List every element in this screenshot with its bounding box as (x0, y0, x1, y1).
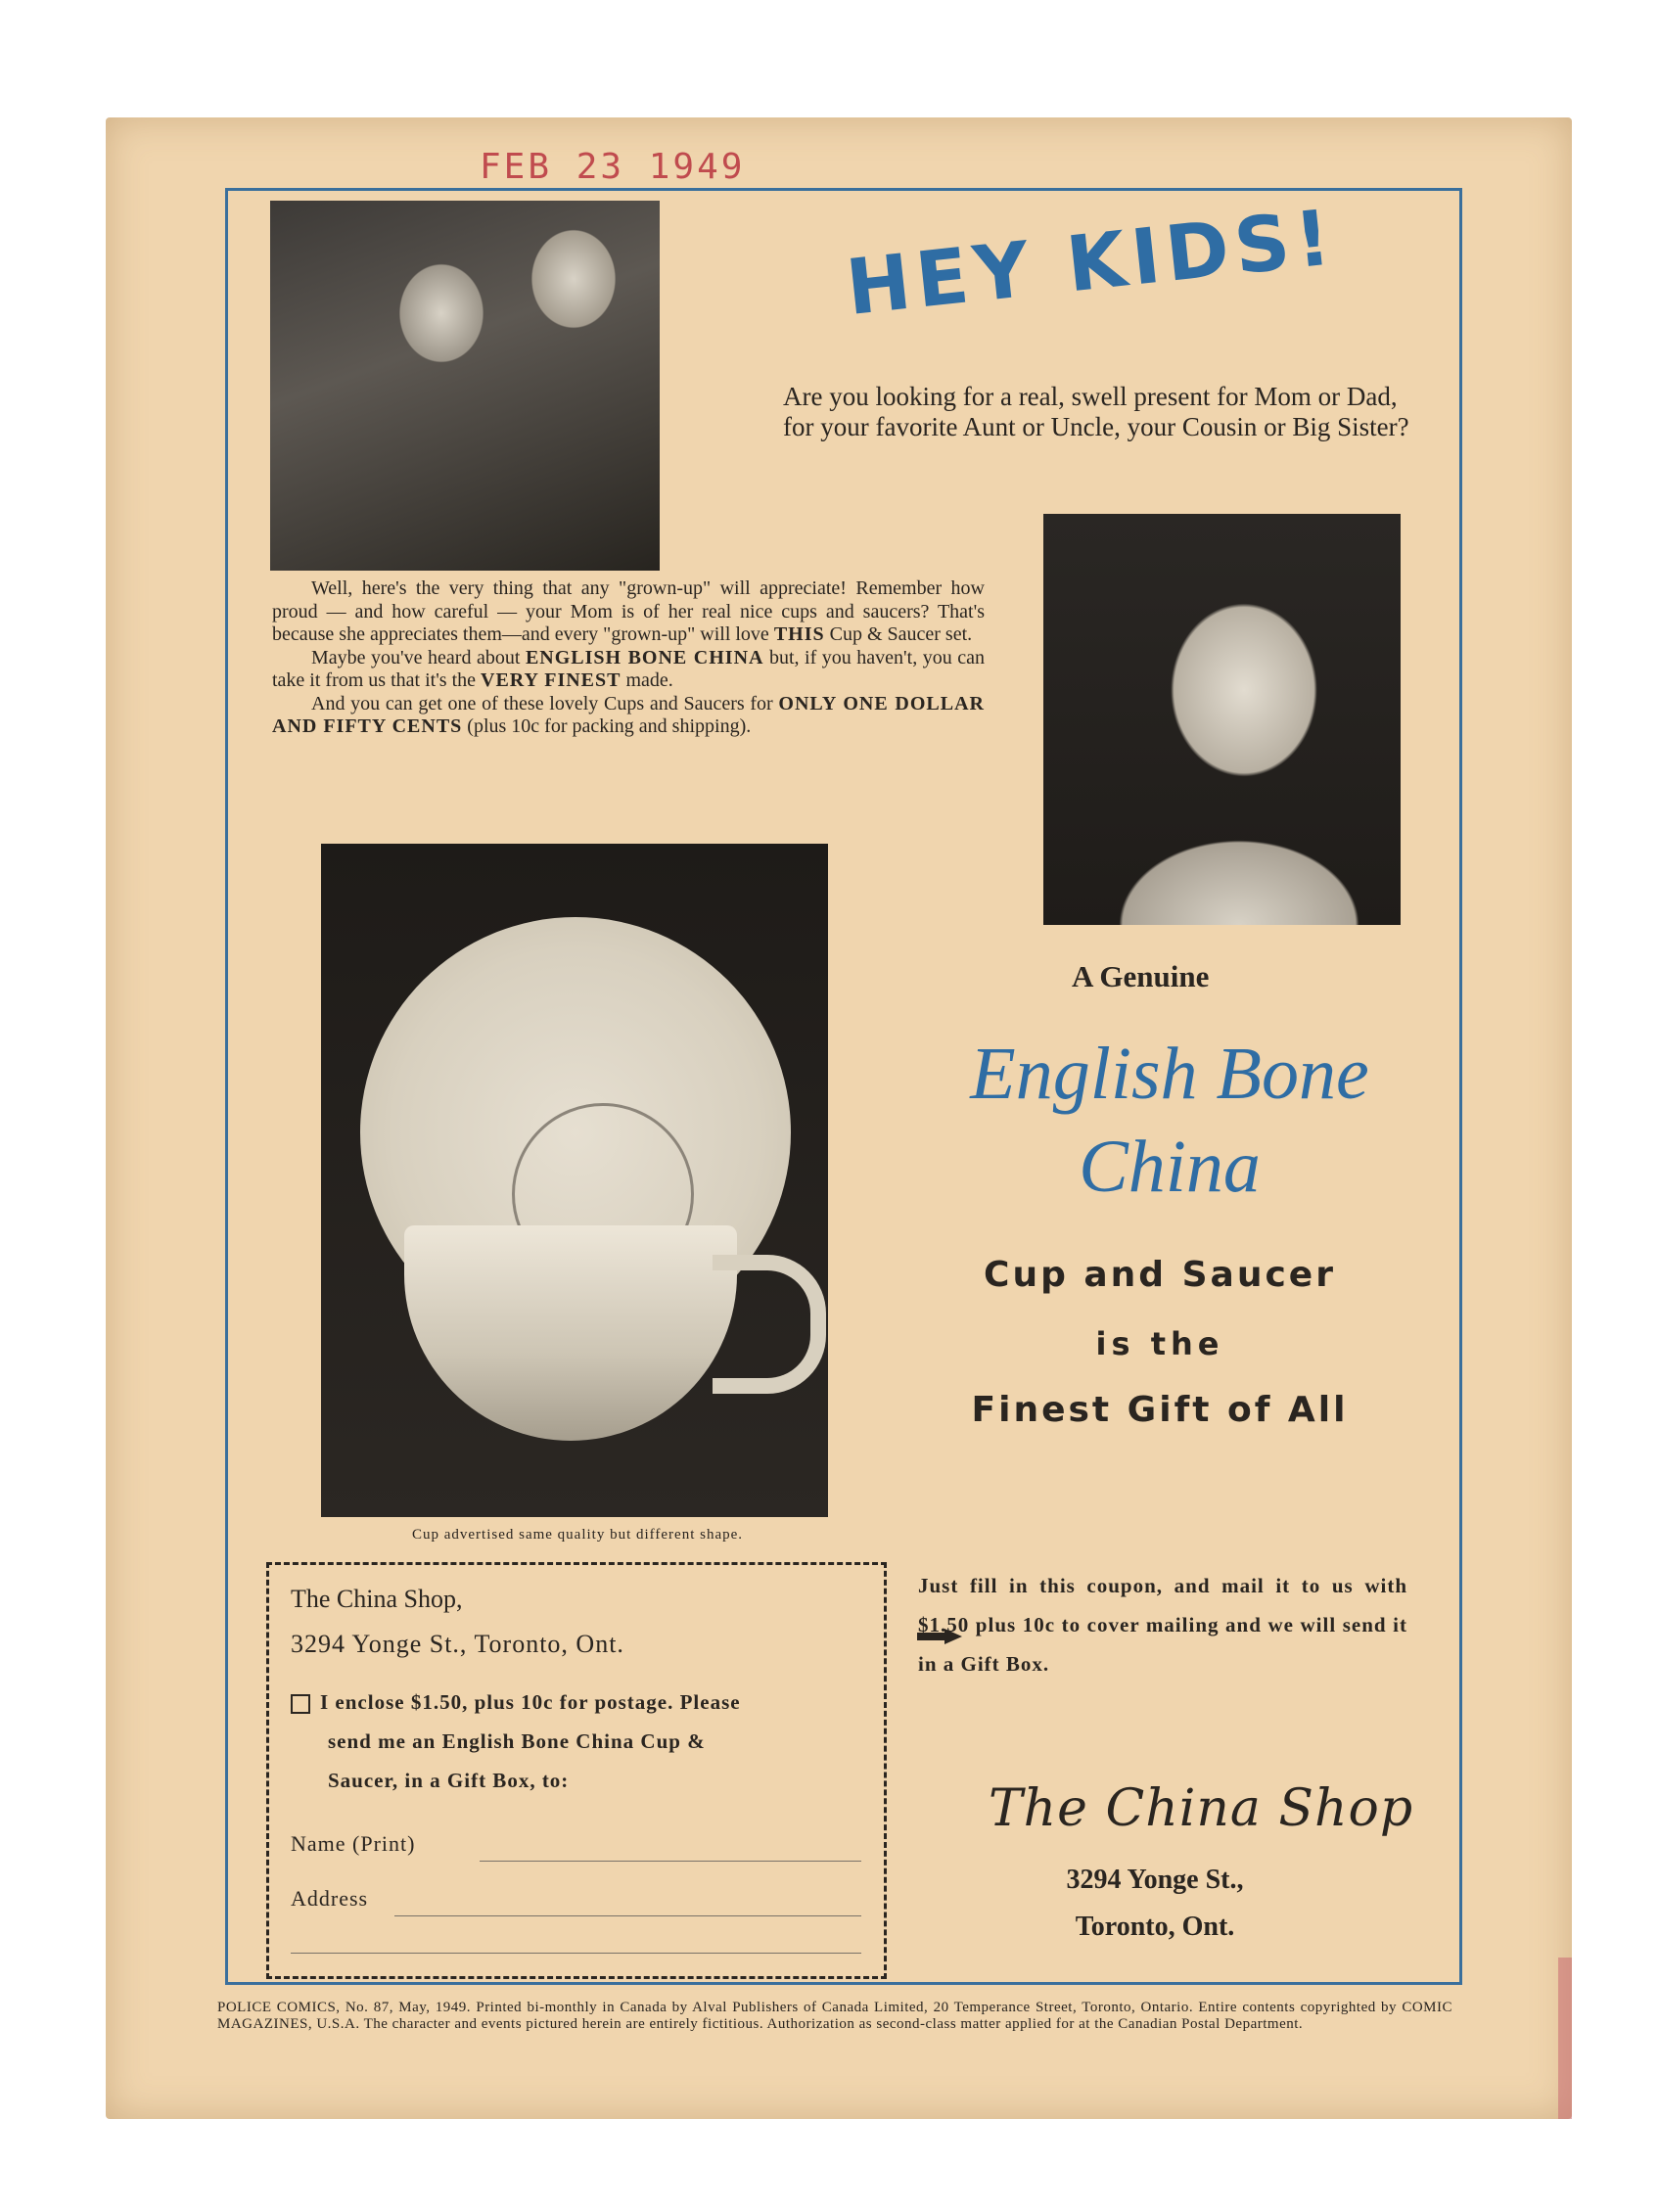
product-name-line-1: English Bone (970, 1033, 1369, 1115)
intro-text: Are you looking for a real, swell present for Mom or Dad, for your favorite Aunt or Uncle, your Cousin or Big Sister? (783, 382, 1409, 441)
shop-street: 3294 Yonge St., (1066, 1865, 1244, 1895)
mailing-instructions: Just fill in this coupon, and mail it to us with $1.50 plus 10c to cover mailing and we will send it in a Gift Box. (918, 1574, 1407, 1676)
name-field-label: Name (Print) (291, 1831, 416, 1856)
body-paragraph-3: And you can get one of these lovely Cups and Saucers for ONLY ONE DOLLAR AND FIFTY CENTS (plus 10c for packing and shipping). (272, 692, 985, 737)
shop-city: Toronto, Ont. (1075, 1912, 1235, 1942)
genuine-label: A Genuine (1072, 959, 1210, 993)
order-coupon[interactable] (266, 1562, 887, 1979)
couple-photo (270, 201, 660, 571)
product-line-3: Finest Gift of All (971, 1390, 1349, 1430)
cup-and-saucer-photo (321, 844, 828, 1517)
product-line-2: is the (1095, 1325, 1224, 1362)
product-name (910, 1028, 1429, 1214)
name-field[interactable] (480, 1861, 861, 1862)
photo-caption: Cup advertised same quality but different shape. (411, 1527, 744, 1543)
shop-signature: The China Shop (989, 1779, 1414, 1838)
coupon-shop: The China Shop, (291, 1585, 463, 1613)
body-paragraph-1: Well, here's the very thing that any "grown-up" will appreciate! Remember how proud — and how careful — your Mom is of her real nice cups and saucers? That's because she appreciates them—and every "grown-up" will love THIS Cup & Saucer set. (272, 577, 985, 645)
date-stamp: FEB 23 1949 (480, 147, 746, 187)
address-field[interactable] (394, 1915, 861, 1916)
headline: HEY KIDS! (842, 194, 1341, 333)
body-paragraph-2: Maybe you've heard about ENGLISH BONE CHINA but, if you haven't, you can take it from us that it's the VERY FINEST made. (272, 646, 985, 691)
boy-thumbs-up-photo (1043, 514, 1401, 925)
coupon-enclose-line-2: send me an English Bone China Cup & (328, 1729, 706, 1753)
coupon-enclose-line-1: I enclose $1.50, plus 10c for postage. Please (291, 1690, 741, 1715)
publication-footer: POLICE COMICS, No. 87, May, 1949. Printed bi-monthly in Canada by Alval Publishers of Canada Limited, 20 Temperance Street, Toronto, Ontario. Entire contents copyrighted by COMIC MAGAZINES, U.S.A. The character and events pictured herein are entirely fictitious. Authorization as second-class matter applied for at the Canadian Postal Department. (217, 2000, 1452, 2032)
product-line-1: Cup and Saucer (984, 1255, 1336, 1295)
coupon-enclose-line-3: Saucer, in a Gift Box, to: (328, 1769, 570, 1792)
product-name-line-2: China (1079, 1126, 1261, 1208)
body-copy (272, 577, 985, 739)
cup-handle (713, 1255, 826, 1394)
coupon-street: 3294 Yonge St., Toronto, Ont. (291, 1630, 624, 1658)
address-field-line-2[interactable] (291, 1953, 861, 1954)
cup-image (404, 1225, 737, 1441)
enclose-checkbox[interactable] (291, 1694, 310, 1714)
address-field-label: Address (291, 1886, 369, 1911)
